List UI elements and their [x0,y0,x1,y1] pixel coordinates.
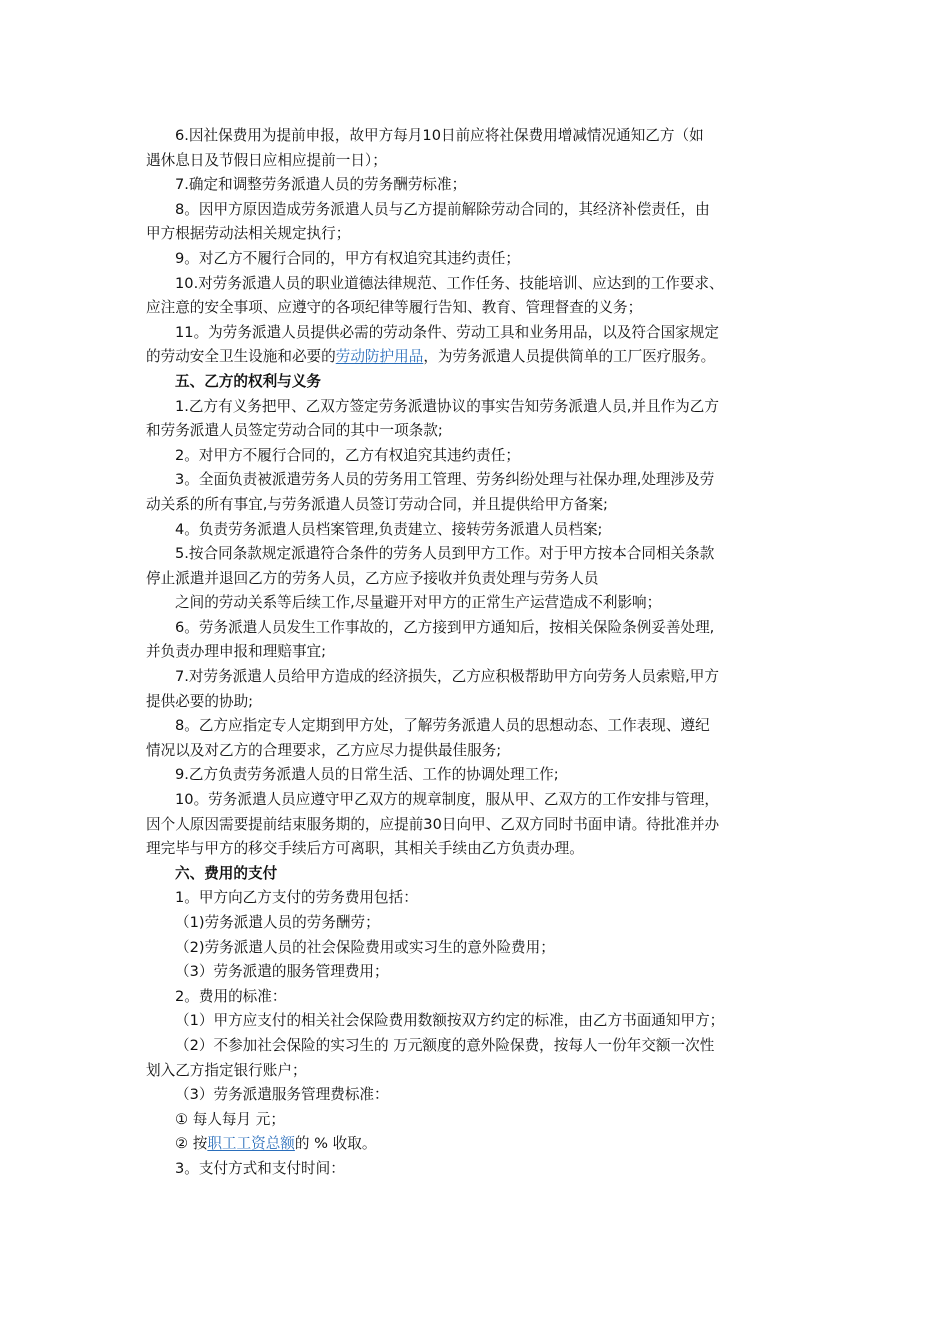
document-line: 8。因甲方原因造成劳务派遣人员与乙方提前解除劳动合同的，其经济补偿责任，由 [175,200,710,218]
document-line: 1。甲方向乙方支付的劳务费用包括： [175,889,418,907]
document-line: 6.因社保费用为提前申报，故甲方每月10日前应将社保费用增减情况通知乙方（如 [175,127,704,144]
line-text-pre: 的劳动安全卫生设施和必要的 [146,348,336,366]
document-line: （3）劳务派遣服务管理费标准： [175,1086,389,1104]
line-text-post: 的 % 收取。 [294,1135,377,1153]
document-line: 5.按合同条款规定派遣符合条件的劳务人员到甲方工作。对于甲方按本合同相关条款 [175,545,715,563]
document-line: 7.对劳务派遣人员给甲方造成的经济损失，乙方应积极帮助甲方向劳务人员索赔,甲方 [175,668,719,686]
document-line: 划入乙方指定银行账户； [146,1061,307,1079]
hyperlink[interactable]: 劳动防护用品 [335,348,424,366]
document-line: 提供必要的协助; [146,692,254,710]
document-line [146,345,804,370]
document-line: 3。支付方式和支付时间： [175,1159,345,1177]
document-line: 9.乙方负责劳务派遣人员的日常生活、工作的协调处理工作; [175,766,559,784]
document-line: 4。负责劳务派遣人员档案管理,负责建立、接转劳务派遣人员档案; [175,520,603,538]
document-line: 理完毕与甲方的移交手续后方可离职，其相关手续由乙方负责办理。 [146,840,584,858]
document-line: 应注意的安全事项、应遵守的各项纪律等履行告知、教育、管理督查的义务； [146,299,643,317]
document-line: 遇休息日及节假日应相应提前一日）； [146,151,387,169]
document-line [146,1132,804,1157]
line-text-pre: ② 按 [175,1135,208,1153]
document-line: 2。费用的标准： [175,987,287,1005]
document-line: 7.确定和调整劳务派遣人员的劳务酬劳标准； [175,176,467,194]
document-line: （1）甲方应支付的相关社会保险费用数额按双方约定的标准，由乙方书面通知甲方； [175,1012,725,1030]
document-line: 停止派遣并退回乙方的劳务人员，乙方应予接收并负责处理与劳务人员 [146,569,599,587]
hyperlink[interactable]: 职工工资总额 [207,1135,295,1153]
section-heading: 六、费用的支付 [175,864,278,882]
document-line: 8。乙方应指定专人定期到甲方处，了解劳务派遣人员的思想动态、工作表现、遵纪 [175,717,710,735]
document-line: 6。劳务派遣人员发生工作事故的，乙方接到甲方通知后，按相关保险条例妥善处理, [175,618,715,636]
document-line: 2。对甲方不履行合同的，乙方有权追究其违约责任； [175,446,520,464]
document-line: 并负责办理申报和理赔事宜; [146,643,327,661]
document-line: 9。对乙方不履行合同的，甲方有权追究其违约责任； [175,249,520,267]
document-line: 和劳务派遣人员签定劳动合同的其中一项条款; [146,422,443,440]
document-line: 10。劳务派遣人员应遵守甲乙双方的规章制度，服从甲、乙双方的工作安排与管理， [175,791,719,809]
document-line: 因个人原因需要提前结束服务期的，应提前30日向甲、乙双方同时书面申请。待批准并办 [146,815,720,833]
document-line: 10.对劳务派遣人员的职业道德法律规范、工作任务、技能培训、应达到的工作要求、 [175,274,724,292]
document-line: 11。为劳务派遣人员提供必需的劳动条件、劳动工具和业务用品，以及符合国家规定 [175,323,719,341]
document-line: （2）不参加社会保险的实习生的 万元额度的意外险保费，按每人一份年交额一次性 [175,1036,715,1054]
document-line: ① 每人每月 元； [175,1110,285,1128]
document-line: 3。全面负责被派遣劳务人员的劳务用工管理、劳务纠纷处理与社保办理,处理涉及劳 [175,471,715,489]
document-line: 1.乙方有义务把甲、乙双方签定劳务派遣协议的事实告知劳务派遣人员,并且作为乙方 [175,397,719,415]
document-line: （3）劳务派遣的服务管理费用； [175,963,389,981]
section-heading: 五、乙方的权利与义务 [175,372,321,390]
line-text-post: ，为劳务派遣人员提供简单的工厂医疗服务。 [423,348,716,366]
document-line: 甲方根据劳动法相关规定执行； [146,225,351,243]
document-line: 情况以及对乙方的合理要求，乙方应尽力提供最佳服务; [146,741,502,759]
document-line: 动关系的所有事宜,与劳务派遣人员签订劳动合同，并且提供给甲方备案; [146,495,608,513]
document-line: （1)劳务派遣人员的劳务酬劳； [175,914,380,931]
document-line: （2)劳务派遣人员的社会保险费用或实习生的意外险费用； [175,938,555,956]
document-line: 之间的劳动关系等后续工作,尽量避开对甲方的正常生产运营造成不利影响； [175,594,662,612]
